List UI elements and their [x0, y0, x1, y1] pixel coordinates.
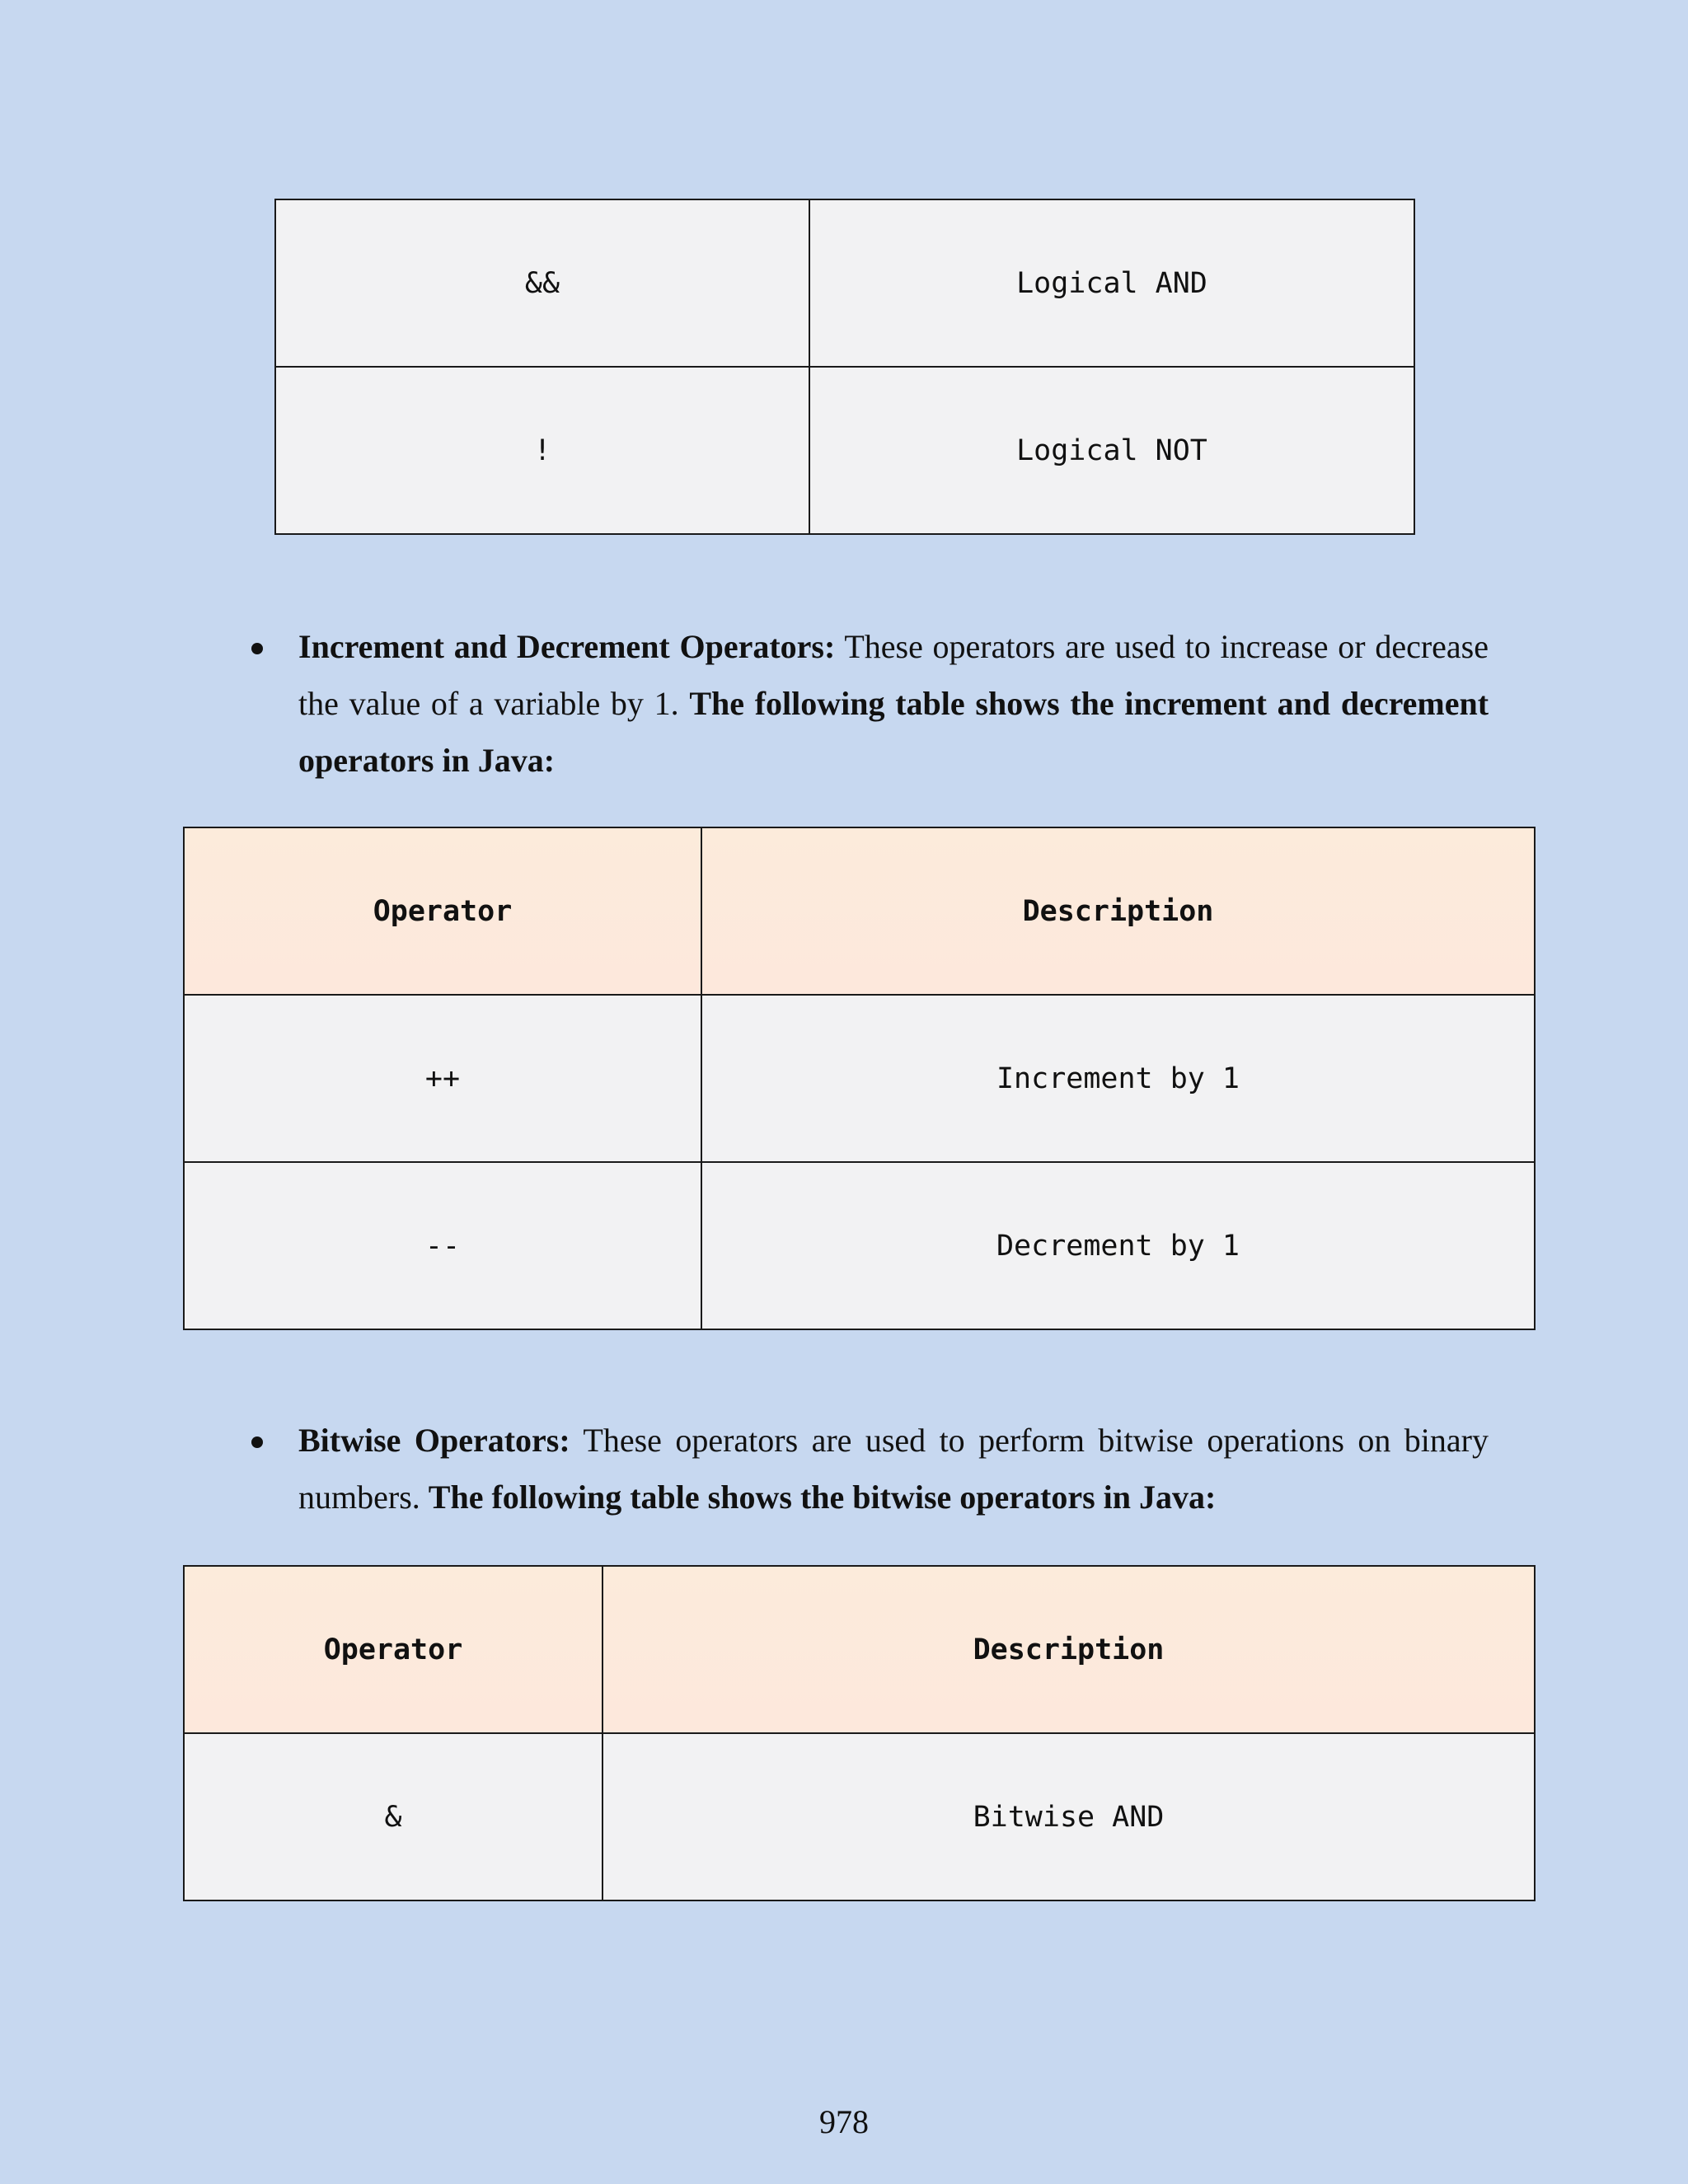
table-row: [184, 1162, 1535, 1329]
increment-paragraph: [298, 618, 1489, 789]
table-row: [184, 1733, 1535, 1900]
description-cell: Decrement by 1: [701, 1162, 1535, 1329]
table-row: [275, 199, 1414, 367]
table-header-row: [184, 1566, 1535, 1733]
operator-cell: --: [184, 1162, 701, 1329]
table-row: [184, 995, 1535, 1162]
bitwise-text: These operators are used to perform bitwise operations on binary numbers.: [298, 1422, 1489, 1516]
description-cell: Bitwise AND: [603, 1733, 1535, 1900]
bullet-icon: [251, 643, 263, 654]
logical-operators-table: [274, 199, 1415, 535]
description-cell: Logical NOT: [809, 367, 1414, 534]
bitwise-table-intro: The following table shows the bitwise operators in Java:: [428, 1479, 1217, 1516]
description-header: Description: [603, 1566, 1535, 1733]
page-number: 978: [819, 2103, 869, 2140]
description-header: Description: [701, 827, 1535, 995]
increment-operators-table: [183, 827, 1536, 1330]
bitwise-operators-table: [183, 1565, 1536, 1901]
increment-table-intro: The following table shows the increment and decrement operators in Java:: [298, 685, 1489, 779]
table-row: [275, 367, 1414, 534]
operator-header: Operator: [184, 1566, 603, 1733]
bullet-icon: [251, 1436, 263, 1448]
increment-heading: Increment and Decrement Operators:: [298, 628, 836, 665]
operator-header: Operator: [184, 827, 701, 995]
increment-text: These operators are used to increase or decrease the value of a variable by 1.: [298, 628, 1489, 722]
bitwise-paragraph: [298, 1412, 1489, 1526]
operator-cell: !: [275, 367, 809, 534]
operator-cell: ++: [184, 995, 701, 1162]
table-header-row: [184, 827, 1535, 995]
operator-cell: &: [184, 1733, 603, 1900]
description-cell: Logical AND: [809, 199, 1414, 367]
description-cell: Increment by 1: [701, 995, 1535, 1162]
bitwise-heading: Bitwise Operators:: [298, 1422, 570, 1459]
operator-cell: &&: [275, 199, 809, 367]
